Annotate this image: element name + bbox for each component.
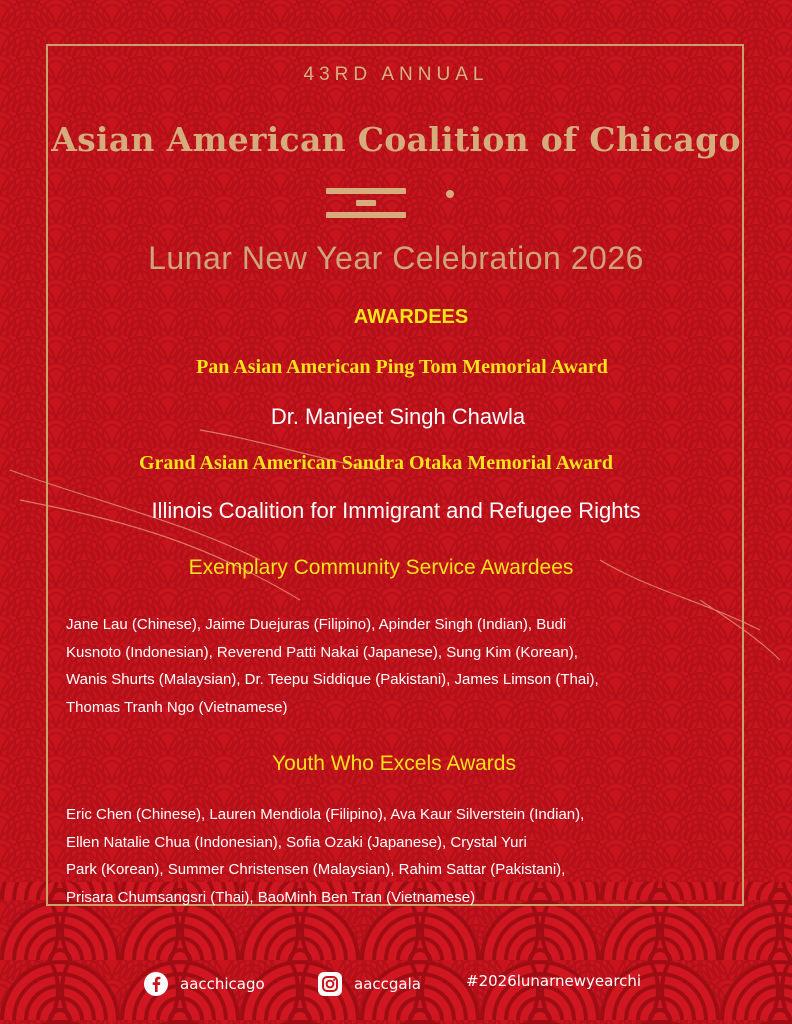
event-title: Lunar New Year Celebration 2026 <box>148 240 644 276</box>
facebook-icon <box>144 972 168 996</box>
facebook-handle: aacchicago <box>180 975 265 993</box>
youth-awards-heading: Youth Who Excels Awards <box>272 752 516 775</box>
community-service-heading: Exemplary Community Service Awardees <box>188 556 574 579</box>
gold-frame <box>46 44 744 906</box>
names-line: Eric Chen (Chinese), Lauren Mendiola (Filipino), Ava Kaur Silverstein (Indian), <box>66 806 585 823</box>
names-line: Park (Korean), Summer Christensen (Malaysian), Rahim Sattar (Pakistani), <box>66 861 566 878</box>
community-service-names <box>66 611 706 721</box>
award-recipient-ping-tom: Dr. Manjeet Singh Chawla <box>270 404 526 429</box>
names-line: Kusnoto (Indonesian), Reverend Patti Nakai (Japanese), Sung Kim (Korean), <box>66 643 578 661</box>
names-line: Prisara Chumsangsri (Thai), BaoMinh Ben Tran (Vietnamese) <box>66 888 476 906</box>
ornament-icon <box>326 186 466 222</box>
social-footer <box>0 968 792 1008</box>
award-title-ping-tom: Pan Asian American Ping Tom Memorial Award <box>196 356 608 378</box>
names-line: Jane Lau (Chinese), Jaime Duejuras (Filipino), Apinder Singh (Indian), Budi <box>66 616 567 633</box>
instagram-handle: aaccgala <box>354 975 421 993</box>
award-title-sandra-otaka: Grand Asian American Sandra Otaka Memorial Award <box>138 452 614 474</box>
names-line: Wanis Shurts (Malaysian), Dr. Teepu Siddique (Pakistani), James Limson (Thai), <box>66 671 599 688</box>
instagram-icon <box>318 972 342 996</box>
organization-title: Asian American Coalition of Chicago <box>51 120 741 159</box>
annual-label: 43RD ANNUAL <box>303 64 489 85</box>
hashtag: #2026lunarnewyearchi <box>466 972 642 990</box>
youth-awards-names <box>66 801 706 911</box>
instagram-link[interactable] <box>318 972 421 996</box>
award-recipient-sandra-otaka: Illinois Coalition for Immigrant and Refugee Rights <box>151 498 641 523</box>
names-line: Ellen Natalie Chua (Indonesian), Sofia Ozaki (Japanese), Crystal Yuri <box>66 833 527 851</box>
facebook-link[interactable] <box>144 972 265 996</box>
awardees-heading: AWARDEES <box>353 306 469 328</box>
names-line: Thomas Tranh Ngo (Vietnamese) <box>66 698 288 716</box>
